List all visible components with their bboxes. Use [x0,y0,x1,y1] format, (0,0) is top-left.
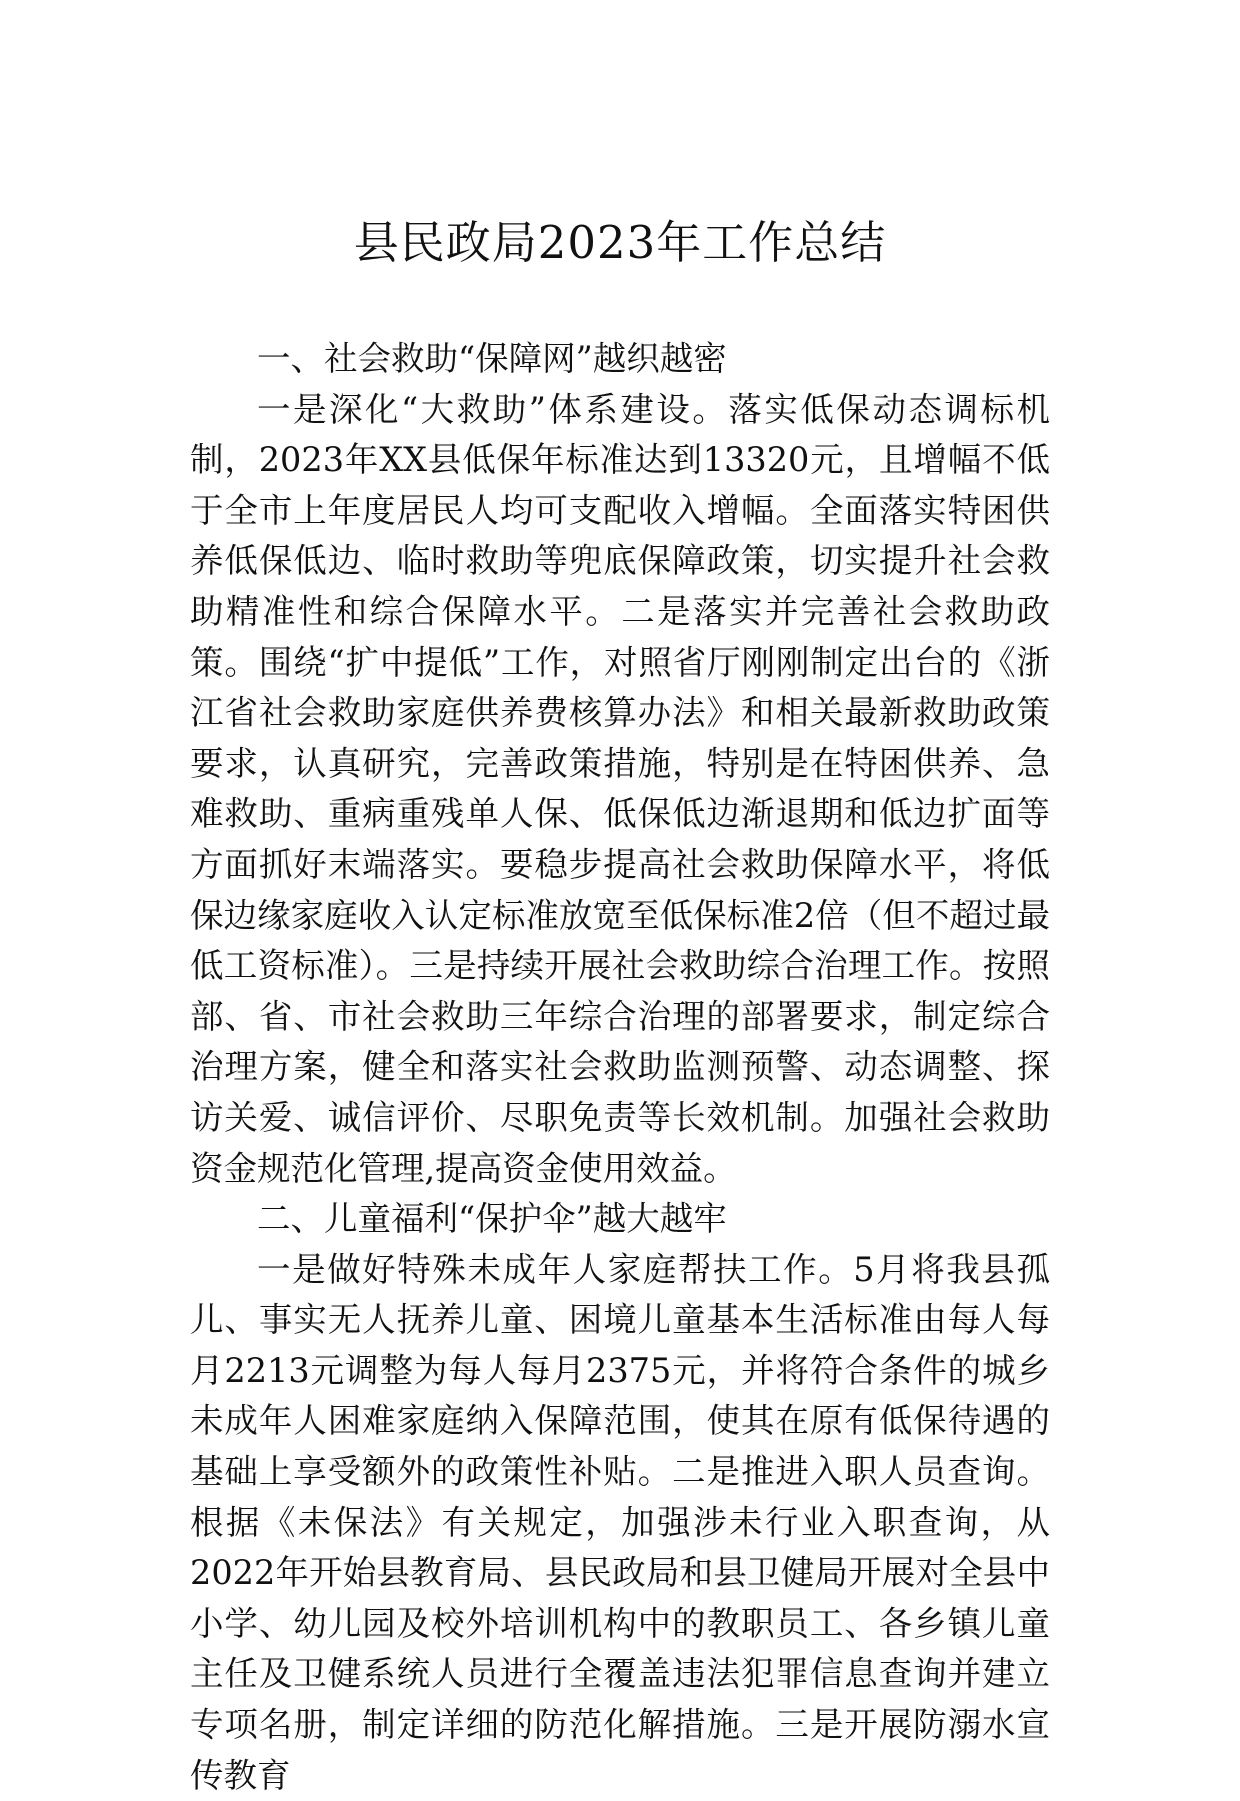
section-heading-1: 一、社会救助“保障网”越织越密 [257,339,727,378]
body-paragraph-1: 一是深化“大救助”体系建设。落实低保动态调标机制，2023年XX县低保年标准达到13320元，且增幅不低于全市上年度居民人均可支配收入增幅。全面落实特困供养低保低边、临时救助等兜底保障政策，切实提升社会救助精准性和综合保障水平。二是落实并完善社会救助政策。围绕“扩中提低”工作，对照省厅刚刚制定出台的《浙江省社会救助家庭供养费核算办法》和相关最新救助政策要求，认真研究，完善政策措施，特别是在特困供养、急难救助、重病重残单人保、低保低边渐退期和低边扩面等方面抓好末端落实。要稳步提高社会救助保障水平，将低保边缘家庭收入认定标准放宽至低保标准2倍（但不超过最低工资标准）。三是持续开展社会救助综合治理工作。按照部、省、市社会救助三年综合治理的部署要求，制定综合治理方案，健全和落实社会救助监测预警、动态调整、探访关爱、诚信评价、尽职免责等长效机制。加强社会救助资金规范化管理,提高资金使用效益。 [190,389,1050,1188]
body-paragraph-2: 一是做好特殊未成年人家庭帮扶工作。5月将我县孤儿、事实无人抚养儿童、困境儿童基本生活标准由每人每月2213元调整为每人每月2375元，并将符合条件的城乡未成年人困难家庭纳入保障范围，使其在原有低保待遇的基础上享受额外的政策性补贴。二是推进入职人员查询。根据《未保法》有关规定，加强涉未行业入职查询，从2022年开始县教育局、县民政局和县卫健局开展对全县中小学、幼儿园及校外培训机构中的教职员工、各乡镇儿童主任及卫健系统人员进行全覆盖违法犯罪信息查询并建立专项名册，制定详细的防范化解措施。三是开展防溺水宣传教育 [190,1249,1050,1795]
section-heading-2: 二、儿童福利“保护伞”越大越牢 [257,1199,727,1239]
document-body [190,334,1050,1801]
document-title: 县民政局2023年工作总结 [353,216,887,269]
